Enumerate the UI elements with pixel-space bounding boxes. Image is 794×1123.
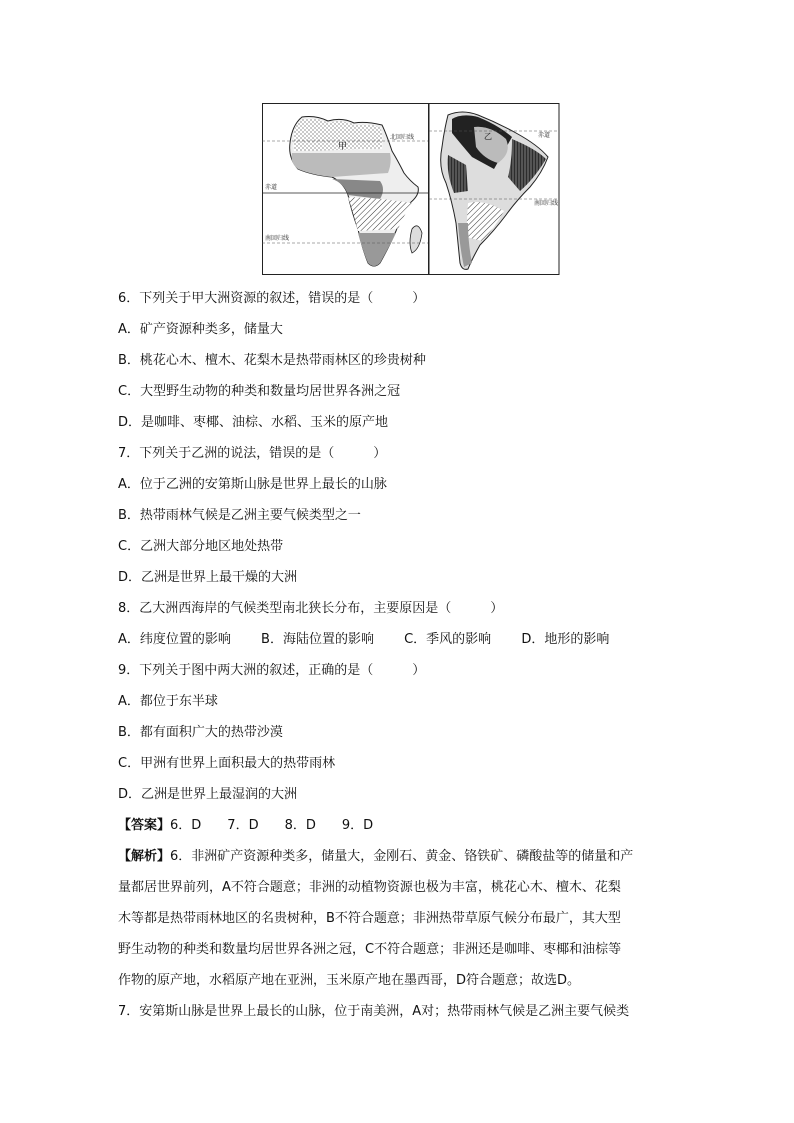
continent-maps-figure bbox=[262, 103, 560, 275]
question-6-option-a: A．矿产资源种类多，储量大 bbox=[118, 322, 283, 337]
question-8-option-a: A．纬度位置的影响 bbox=[118, 632, 231, 647]
question-6-stem: 6．下列关于甲大洲资源的叙述，错误的是（ ） bbox=[118, 291, 426, 306]
question-6-option-b: B．桃花心木、檀木、花梨木是热带雨林区的珍贵树种 bbox=[118, 353, 426, 368]
question-7-option-c: C．乙洲大部分地区地处热带 bbox=[118, 539, 284, 554]
maps-svg bbox=[262, 103, 560, 275]
label-tropic-north: 北回归线 bbox=[390, 134, 415, 141]
question-7-stem: 7．下列关于乙洲的说法，错误的是（ ） bbox=[118, 446, 387, 461]
analysis-tag: 【解析】 bbox=[118, 849, 171, 864]
question-9-option-c: C．甲洲有世界上面积最大的热带雨林 bbox=[118, 756, 336, 771]
question-9-option-a: A．都位于东半球 bbox=[118, 694, 218, 709]
question-8-option-d: D．地形的影响 bbox=[521, 632, 610, 647]
question-9-option-d: D．乙洲是世界上最湿润的大洲 bbox=[118, 787, 298, 802]
label-tropic-south-sa: 南回归线 bbox=[534, 200, 559, 207]
question-9-stem: 9．下列关于图中两大洲的叙述，正确的是（ ） bbox=[118, 663, 426, 678]
question-6-option-c: C．大型野生动物的种类和数量均居世界各洲之冠 bbox=[118, 384, 401, 399]
analysis-line-1 bbox=[118, 841, 678, 872]
africa-map bbox=[262, 104, 429, 275]
label-yi: 乙 bbox=[484, 132, 492, 141]
question-7-option-a: A．位于乙洲的安第斯山脉是世界上最长的山脉 bbox=[118, 477, 387, 492]
label-jia: 甲 bbox=[338, 142, 348, 152]
answer-line bbox=[118, 810, 678, 841]
questions-block bbox=[118, 283, 678, 1027]
analysis-line-5: 作物的原产地，水稻原产地在亚洲，玉米原产地在墨西哥，D符合题意；故选D。 bbox=[118, 973, 581, 988]
question-8-options bbox=[118, 624, 678, 655]
question-8-stem: 8．乙大洲西海岸的气候类型南北狭长分布，主要原因是（ ） bbox=[118, 601, 504, 616]
question-9-option-b: B．都有面积广大的热带沙漠 bbox=[118, 725, 283, 740]
question-8-option-c: C．季风的影响 bbox=[404, 632, 492, 647]
analysis-text-1: 6．非洲矿产资源种类多，储量大，金刚石、黄金、铬铁矿、磷酸盐等的储量和产 bbox=[170, 849, 634, 864]
answer-text: 6．D 7．D 8．D 9．D bbox=[170, 818, 374, 833]
south-america-map bbox=[429, 104, 559, 275]
question-7-option-b: B．热带雨林气候是乙洲主要气候类型之一 bbox=[118, 508, 361, 523]
question-7-option-d: D．乙洲是世界上最干燥的大洲 bbox=[118, 570, 298, 585]
label-tropic-south-africa: 南回归线 bbox=[265, 235, 290, 242]
analysis-line-3: 木等都是热带雨林地区的名贵树种，B不符合题意；非洲热带草原气候分布最广，其大型 bbox=[118, 911, 621, 926]
label-equator-sa: 赤道 bbox=[538, 132, 551, 139]
question-6-option-d: D．是咖啡、枣椰、油棕、水稻、玉米的原产地 bbox=[118, 415, 389, 430]
analysis-line-2: 量都居世界前列，A不符合题意；非洲的动植物资源也极为丰富，桃花心木、檀木、花梨 bbox=[118, 880, 621, 895]
label-equator-africa: 赤道 bbox=[265, 184, 278, 191]
analysis-line-4: 野生动物的种类和数量均居世界各洲之冠，C不符合题意；非洲还是咖啡、枣椰和油棕等 bbox=[118, 942, 622, 957]
analysis-line-6: 7．安第斯山脉是世界上最长的山脉，位于南美洲，A对；热带雨林气候是乙洲主要气候类 bbox=[118, 1004, 630, 1019]
question-8-option-b: B．海陆位置的影响 bbox=[261, 632, 374, 647]
answer-tag: 【答案】 bbox=[118, 818, 171, 833]
